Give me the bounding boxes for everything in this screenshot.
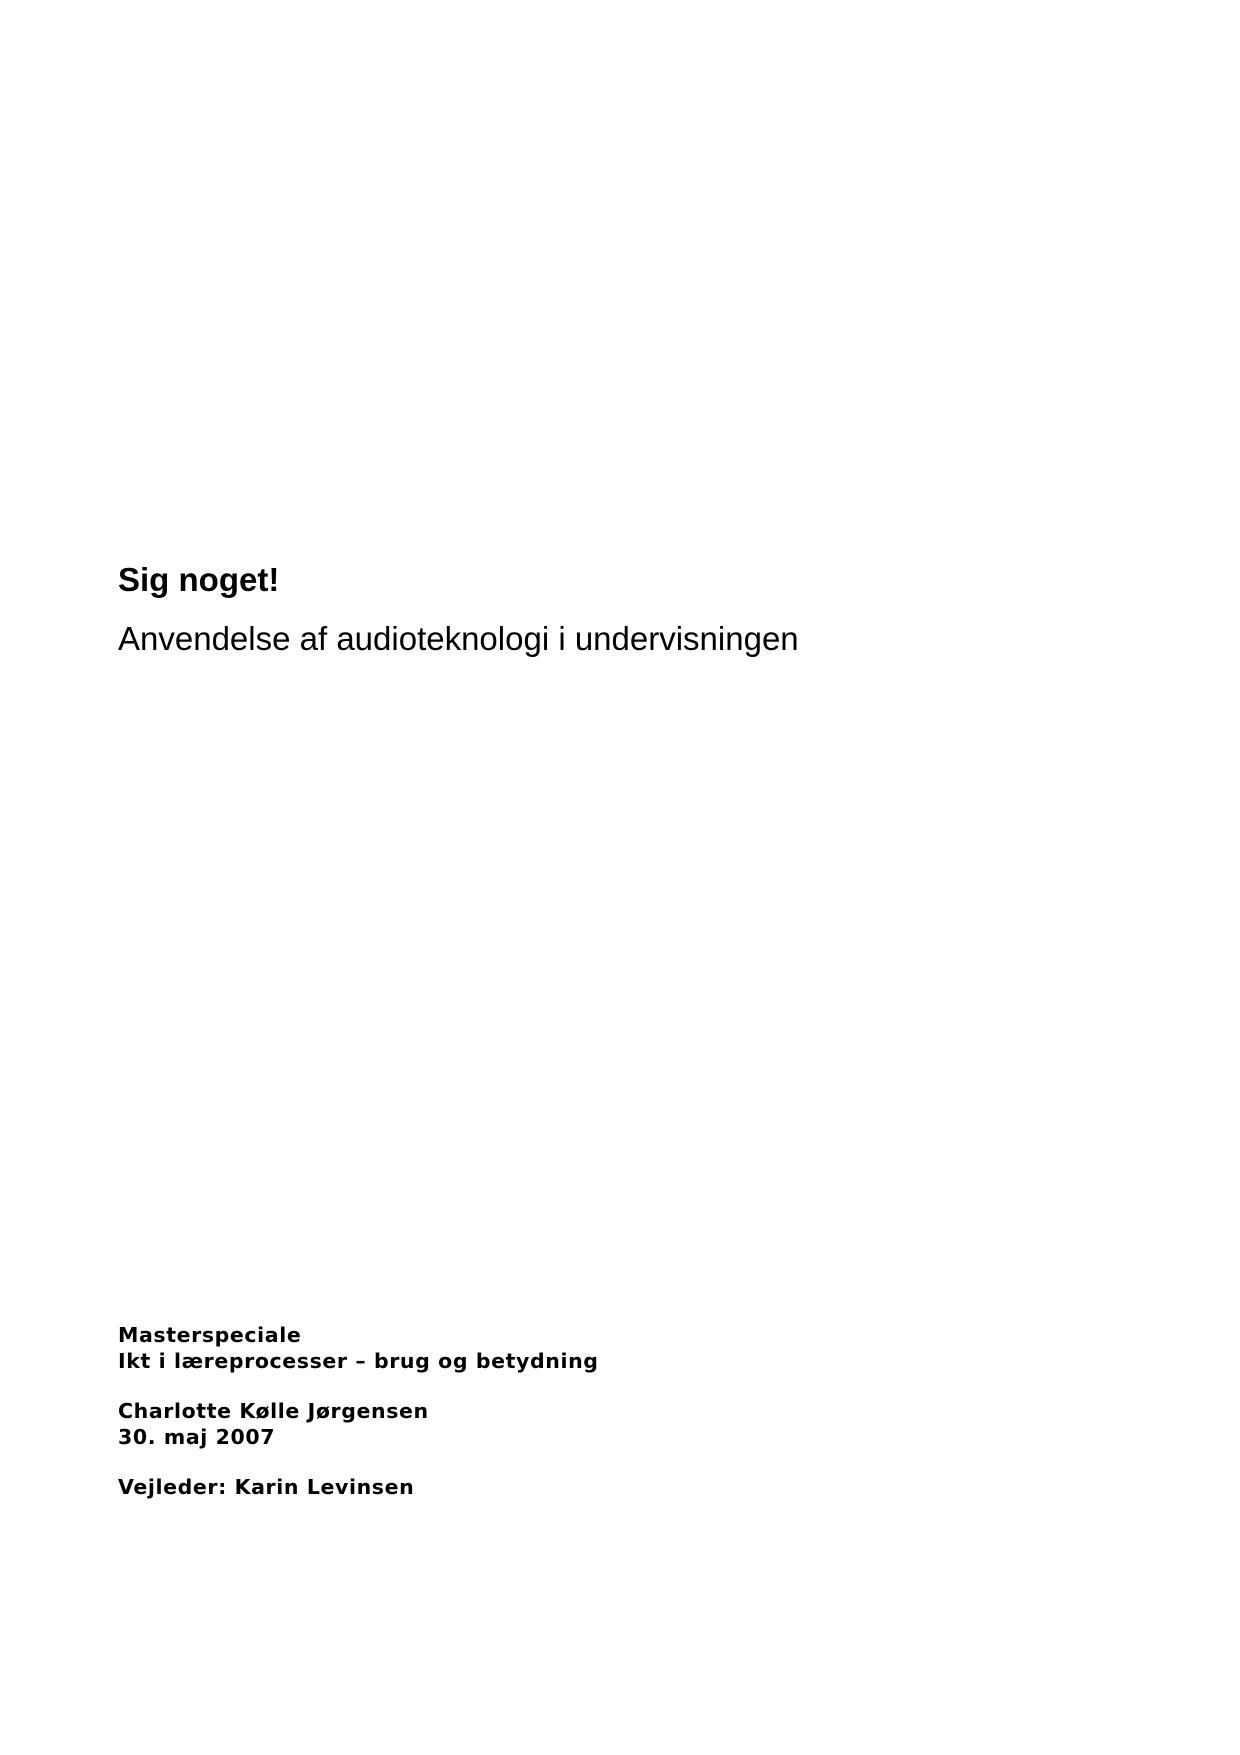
document-title: Sig noget!: [118, 561, 280, 598]
thesis-type: Masterspeciale: [118, 1323, 302, 1347]
submission-date: 30. maj 2007: [118, 1425, 276, 1449]
program-name: Ikt i læreprocesser – brug og betydning: [118, 1349, 599, 1373]
author-name: Charlotte Kølle Jørgensen: [118, 1399, 429, 1423]
document-subtitle: Anvendelse af audioteknologi i undervisningen: [118, 620, 799, 657]
spacer: [118, 1374, 599, 1398]
supervisor-line: Vejleder: Karin Levinsen: [118, 1475, 415, 1499]
thesis-info-block: [118, 1322, 599, 1500]
spacer: [118, 1450, 599, 1474]
